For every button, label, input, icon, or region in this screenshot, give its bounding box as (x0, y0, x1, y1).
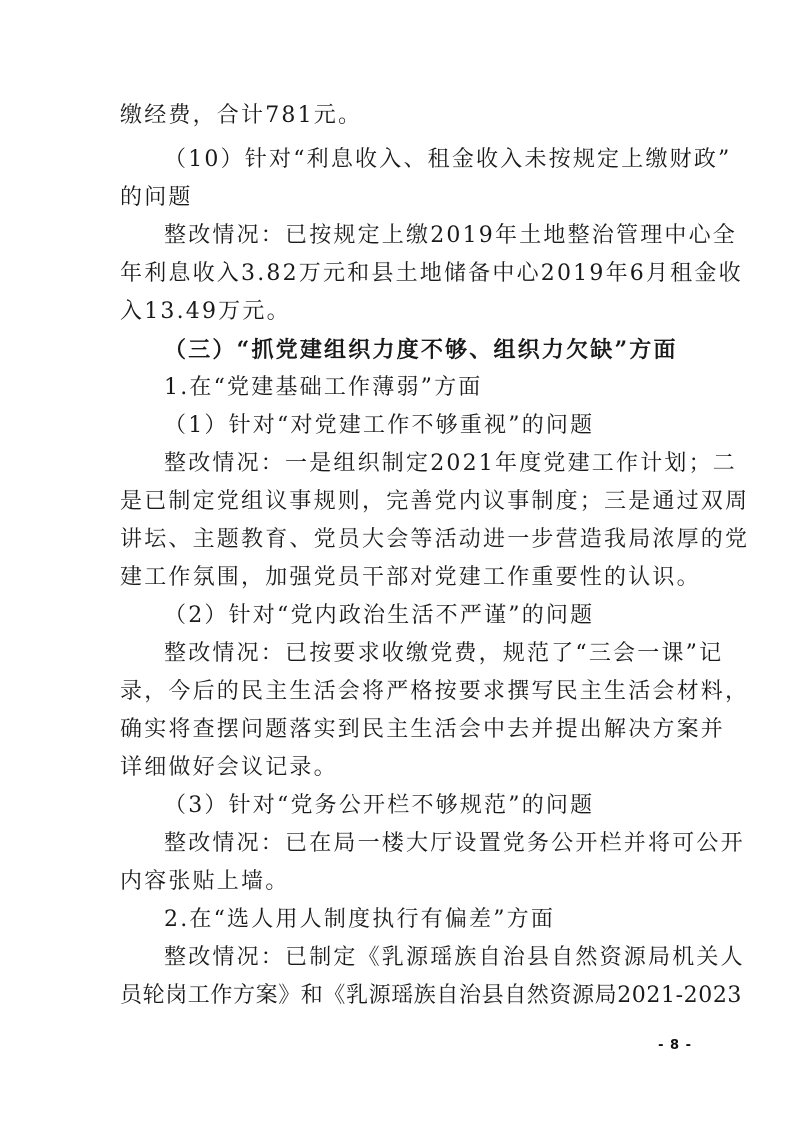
line-text: 入13.49万元。 (120, 299, 291, 324)
line-text: 整改情况：已按规定上缴2019年土地整治管理中心全 (164, 223, 737, 248)
line-text: 员轮岗工作方案》和《乳源瑶族自治县自然资源局2021-2023 (120, 983, 743, 1008)
text-line (0, 482, 800, 522)
text-line (0, 824, 800, 864)
line-text: 缴经费，合计781元。 (120, 103, 363, 128)
section-heading (0, 330, 800, 370)
text-line (0, 406, 800, 446)
line-text: 是已制定党组议事规则，完善党内议事制度；三是通过双周 (120, 489, 750, 514)
text-line (0, 862, 800, 902)
line-text: （1）针对“对党建工作不够重视”的问题 (164, 413, 595, 438)
line-text: 整改情况：已制定《乳源瑶族自治县自然资源局机关人 (164, 945, 745, 970)
text-line (0, 520, 800, 560)
line-text: 建工作氛围，加强党员干部对党建工作重要性的认识。 (120, 565, 701, 590)
text-line (0, 96, 800, 136)
line-text: 讲坛、主题教育、党员大会等活动进一步营造我局浓厚的党 (120, 527, 750, 552)
page-number: - 8 - (658, 1038, 692, 1053)
text-line (0, 672, 800, 712)
text-line (0, 938, 800, 978)
text-line (0, 178, 800, 218)
line-text: 2.在“选人用人制度执行有偏差”方面 (164, 907, 556, 932)
text-line (0, 596, 800, 636)
text-line (0, 292, 800, 332)
text-line (0, 140, 800, 180)
text-line (0, 368, 800, 408)
line-text: 整改情况：已在局一楼大厅设置党务公开栏并将可公开 (164, 831, 745, 856)
text-line (0, 748, 800, 788)
text-line (0, 444, 800, 484)
line-text: 整改情况：已按要求收缴党费，规范了“三会一课”记 (164, 641, 724, 666)
line-text: （三）“抓党建组织力度不够、组织力欠缺”方面 (164, 337, 678, 363)
line-text: 确实将查摆问题落实到民主生活会中去并提出解决方案并 (120, 717, 726, 742)
line-text: （2）针对“党内政治生活不严谨”的问题 (164, 603, 595, 628)
line-text: 年利息收入3.82万元和县土地储备中心2019年6月租金收 (120, 261, 743, 286)
line-text: 内容张贴上墙。 (120, 869, 290, 894)
text-line (0, 786, 800, 826)
text-line (0, 634, 800, 674)
line-text: （10）针对“利息收入、租金收入未按规定上缴财政” (164, 147, 732, 172)
text-line (0, 976, 800, 1016)
text-line (0, 710, 800, 750)
line-text: 录，今后的民主生活会将严格按要求撰写民主生活会材料， (120, 679, 750, 704)
text-line (0, 254, 800, 294)
line-text: （3）针对“党务公开栏不够规范”的问题 (164, 793, 595, 818)
line-text: 详细做好会议记录。 (120, 755, 338, 780)
text-line (0, 216, 800, 256)
line-text: 的问题 (120, 185, 193, 210)
text-line (0, 900, 800, 940)
text-line (0, 558, 800, 598)
line-text: 整改情况：一是组织制定2021年度党建工作计划；二 (164, 451, 737, 476)
line-text: 1.在“党建基础工作薄弱”方面 (164, 375, 483, 400)
